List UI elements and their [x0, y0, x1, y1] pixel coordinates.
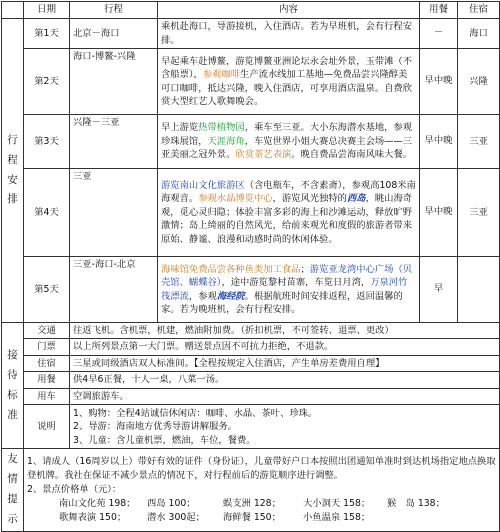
content-segment: 西岛 [346, 193, 366, 205]
day-meal: 早 [420, 257, 458, 323]
service-text: 三星或同级酒店双人标准间。【全程按规定入住酒店，产生单房差费用自理】 [70, 355, 500, 371]
price-item: 蜈支洲 128； [223, 498, 281, 510]
content-segment: ，参观 [188, 290, 217, 302]
day-meal: 早中晚 [420, 169, 458, 257]
day-stay [458, 257, 500, 323]
day-stay: 三亚 [458, 115, 500, 169]
content-segment: ，游览风光独特的 [272, 193, 347, 205]
day-content [158, 115, 420, 169]
day-stay: 兴隆 [458, 49, 500, 115]
day-row [2, 169, 500, 257]
service-text [70, 405, 500, 449]
content-segment: 热带植物园 [198, 122, 245, 134]
note-line: 1、购物：全程4站诚信休闲店：咖啡、水晶、茶叶、珍珠。 [73, 407, 318, 419]
service-label: 用车 [24, 388, 70, 404]
day-content [158, 19, 420, 49]
day-row [2, 115, 500, 169]
content-segment: 生产流水线加工基地—免费品尝兴隆醇美可口咖啡，抵达兴隆，晚入住酒店，可享用酒店温泉。自费欣赏大型红艺人歌舞晚会。 [161, 69, 413, 107]
day-row [2, 257, 500, 323]
day-stay: 三亚 [458, 169, 500, 257]
service-label: 交通 [24, 323, 70, 339]
price-row [27, 511, 496, 525]
price-item: 西岛 100； [147, 498, 196, 510]
day-label: 第4天 [24, 169, 70, 257]
price-item: 大小洞天 158； [303, 498, 371, 510]
price-item: 歌舞表演 150； [59, 512, 127, 524]
day-label: 第3天 [24, 115, 70, 169]
day-route: 海口-博鳌-兴隆 [70, 49, 158, 115]
content-segment: 乘机赴海口，导游接机，入住酒店。若为早班机，会有行程安排。 [161, 21, 413, 46]
service-row [2, 339, 500, 355]
service-label: 门票 [24, 339, 70, 355]
content-segment: ，车览世界小姐大赛总决赛主会场——三亚美丽之冠外景。 [161, 135, 413, 161]
note-line: 2、导游：海南地方优秀导游讲解服务。 [73, 421, 237, 433]
day-stay: 海口 [458, 19, 500, 49]
price-item: 潜水 300起； [147, 512, 205, 524]
day-label: 第2天 [24, 49, 70, 115]
content-segment: 早起乘车赴博鳌，游览博鳌亚洲论坛永会址外景，玉带滩（不含船票）， [161, 55, 413, 81]
service-row [2, 323, 500, 339]
content-segment: （含电瓶车，不含素斋），参观高108米南海观音。 [161, 179, 416, 205]
day-meal: 早中晚 [420, 49, 458, 115]
tip-line: 2、景点价格单（元）： [27, 484, 122, 496]
day-route: 三亚 [70, 169, 158, 257]
content-segment: 欣赏茶艺表演 [235, 149, 292, 161]
service-row [2, 355, 500, 371]
itinerary-table [1, 1, 500, 532]
service-label: 用餐 [24, 372, 70, 388]
day-route: 兴隆－三亚 [70, 115, 158, 169]
service-side-label: 接 待 标 准 [2, 323, 24, 449]
header-stay: 住宿 [458, 2, 500, 19]
content-segment: 早上游览 [161, 122, 199, 134]
service-text: 供4早6正餐，十人一桌，八菜一汤。 [70, 372, 500, 388]
service-row [2, 388, 500, 404]
header-row [2, 2, 500, 19]
content-segment: 海经院 [216, 290, 245, 302]
day-route: 三亚-海口-北京 [70, 257, 158, 323]
content-segment: ，乘车至三亚。大小东海潜水基地，参观珍珠展馆， [161, 122, 413, 147]
day-route: 北京－海口 [70, 19, 158, 49]
price-item: 海鲜餐 150； [223, 512, 281, 524]
content-segment: 参观咖啡 [202, 69, 241, 81]
header-route: 行程 [70, 2, 158, 19]
content-segment: ； [300, 263, 310, 275]
itinerary-side-label: 行 程 安 排 [2, 19, 24, 323]
content-segment: 海味馆免费品尝各种鱼类加工食品 [161, 263, 301, 275]
content-segment: 参观水晶博览中心 [198, 193, 273, 205]
content-segment: 。晚自费品尝海南风味大餐。 [291, 149, 413, 161]
service-row [2, 405, 500, 449]
header-corner [2, 2, 24, 19]
price-item: 猴 岛 138； [387, 498, 445, 510]
price-row [27, 497, 496, 511]
day-row [2, 19, 500, 49]
day-meal: － [420, 19, 458, 49]
price-item: 南山文化苑 198； [59, 498, 136, 510]
day-content [158, 169, 420, 257]
tips-side-label: 友 情 提 示 [2, 449, 24, 532]
price-item: 小鱼温泉 158； [303, 512, 371, 524]
header-meal: 用餐 [420, 2, 458, 19]
header-content: 内容 [158, 2, 420, 19]
content-segment: 万泉河竹筏漂流 [161, 277, 408, 302]
service-label: 住宿 [24, 355, 70, 371]
tips-content [24, 449, 500, 532]
service-text: 往返飞机。含机票，机建，燃油附加费。（折扣机票，不可签转、退票、更改） [70, 323, 500, 339]
service-text: 以上所列景点第一大门票。赠送景点因不可抗力拒绝，不退款。 [70, 339, 500, 355]
tips-row [2, 449, 500, 532]
service-label: 说明 [24, 405, 70, 449]
day-label: 第5天 [24, 257, 70, 323]
day-meal: 早中晚 [420, 115, 458, 169]
note-line: 3、儿童：含儿童机票，燃油，车位，餐费。 [73, 434, 256, 446]
tip-line: 1、请成人（16周岁以上）带好有效的证件（身份证），儿童带好户口本按照出团通知单准时到达机场指定地点换取登机牌。我社在保证不减少景点的情况下，对行程前后的游览顺序进行调整。 [27, 456, 496, 482]
service-text: 空调旅游车。 [70, 388, 500, 404]
content-segment: 游览亚龙湾中心广场（贝壳馆、蝴蝶谷） [161, 263, 413, 289]
service-row [2, 372, 500, 388]
content-segment: ，眺山海奇观，觅心灵归隐；体验丰富多彩的海上和沙滩运动，释放旷野激情；岛上绮丽的自然风光，给前来观光和度假的旅游者带来原始、静谧、浪漫和动感时尚的休闲体验。 [161, 193, 413, 245]
content-segment: 天涯海角 [207, 135, 245, 147]
day-label: 第1天 [24, 19, 70, 49]
content-segment: 。根据航班时间安排返程，返回温馨的家。若为晚班机，会有行程安排。 [161, 290, 403, 315]
day-content [158, 49, 420, 115]
day-content [158, 257, 420, 323]
content-segment: 游览南山文化旅游区 [161, 179, 245, 191]
content-segment: ，途中游览黎村苗寨，车览日月湾， [221, 277, 371, 289]
header-date: 日期 [24, 2, 70, 19]
day-row [2, 49, 500, 115]
